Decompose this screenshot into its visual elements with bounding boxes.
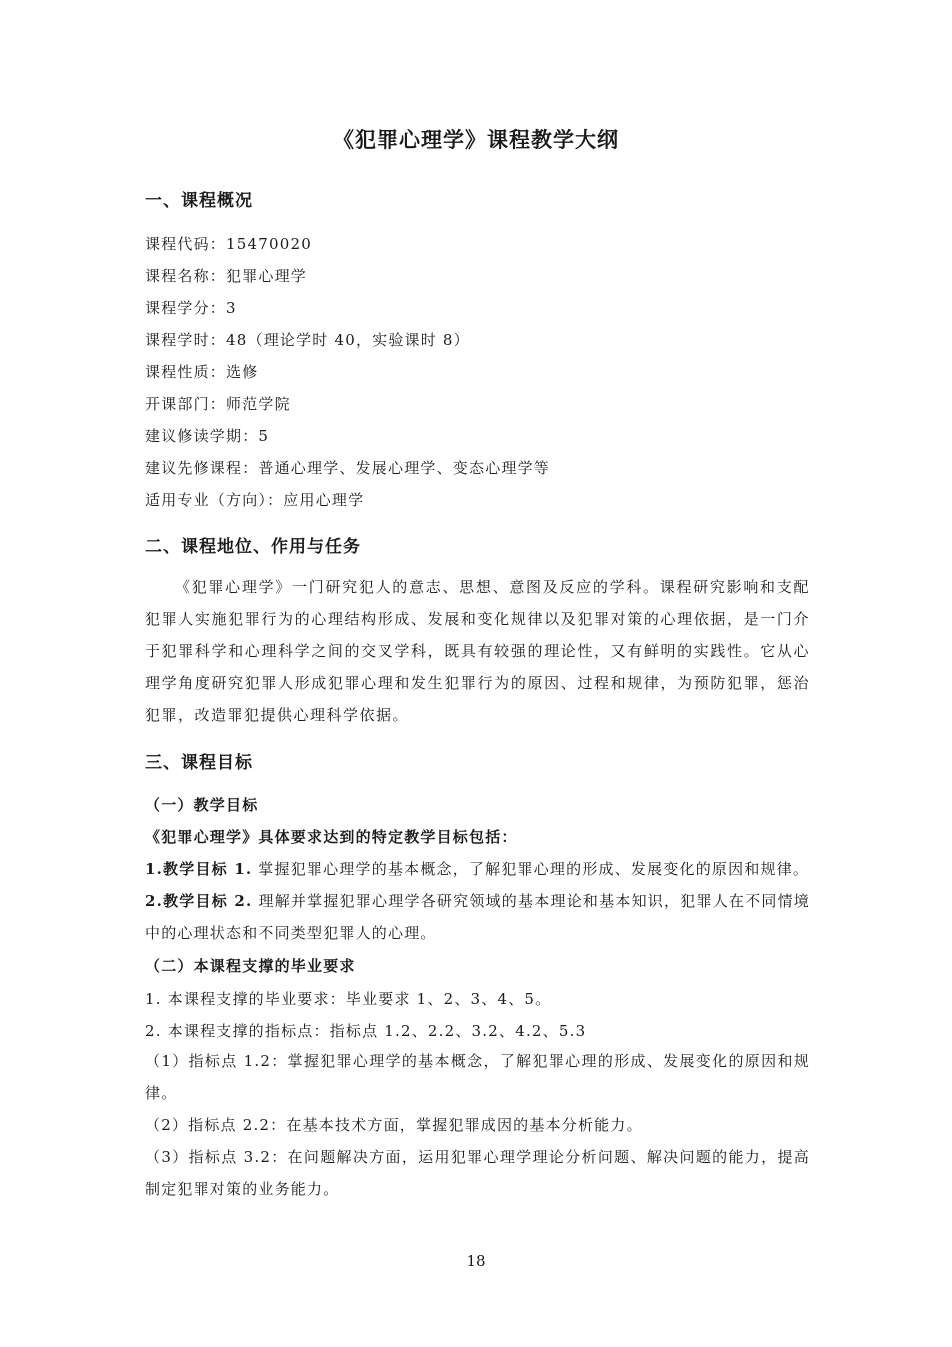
goal-1-label: 1.教学目标 1. — [145, 860, 253, 878]
role-paragraph: 《犯罪心理学》一门研究犯人的意志、思想、意图及反应的学科。课程研究影响和支配犯罪人实施犯罪行为的心理结构形成、发展和变化规律以及犯罪对策的心理依据，是一门介于犯罪科学和心理科学之间的交叉学科，既具有较强的理论性，又有鲜明的实践性。它从心理学角度研究犯罪人形成犯罪心理和发生犯罪行为的原因、过程和规律，为预防犯罪，惩治犯罪，改造罪犯提供心理科学依据。 — [145, 578, 810, 724]
indicator-point-1-2: （1）指标点 1.2：掌握犯罪心理学的基本概念，了解犯罪心理的形成、发展变化的原因和规律。 — [145, 1052, 810, 1102]
page-number: 18 — [466, 1252, 486, 1270]
course-hours-line: 课程学时：48（理论学时 40，实验课时 8） — [145, 331, 470, 349]
goal-2-label: 2.教学目标 2. — [145, 892, 253, 910]
indicator-points-item: 2. 本课程支撑的指标点：指标点 1.2、2.2、3.2、4.2、5.3 — [145, 1022, 587, 1040]
course-name-line: 课程名称：犯罪心理学 — [145, 267, 308, 285]
goal-2-text: 理解并掌握犯罪心理学各研究领域的基本理论和基本知识，犯罪人在不同情境中的心理状态和不同类型犯罪人的心理。 — [145, 892, 810, 942]
goals-intro: 《犯罪心理学》具体要求达到的特定教学目标包括： — [145, 828, 518, 846]
page-title: 《犯罪心理学》课程教学大纲 — [333, 127, 619, 152]
department-line: 开课部门：师范学院 — [145, 395, 291, 413]
subsection-heading-teaching-goals: （一）教学目标 — [145, 796, 259, 814]
section-heading-goals: 三、课程目标 — [145, 753, 253, 773]
major-line: 适用专业（方向）：应用心理学 — [145, 491, 365, 509]
course-nature-line: 课程性质：选修 — [145, 363, 259, 381]
semester-line: 建议修读学期：5 — [145, 427, 270, 445]
prerequisite-line: 建议先修课程：普通心理学、发展心理学、变态心理学等 — [145, 459, 551, 477]
course-credit-line: 课程学分：3 — [145, 299, 237, 317]
goal-1 — [145, 853, 810, 885]
indicator-point-2-2: （2）指标点 2.2：在基本技术方面，掌握犯罪成因的基本分析能力。 — [145, 1116, 643, 1134]
subsection-heading-graduation: （二）本课程支撑的毕业要求 — [145, 957, 356, 975]
graduation-requirements-item: 1. 本课程支撑的毕业要求：毕业要求 1、2、3、4、5。 — [145, 990, 552, 1008]
course-code-line: 课程代码：15470020 — [145, 235, 312, 253]
indicator-point-3-2: （3）指标点 3.2：在问题解决方面，运用犯罪心理学理论分析问题、解决问题的能力，提高制定犯罪对策的业务能力。 — [145, 1148, 810, 1198]
goal-2 — [145, 885, 810, 949]
section-heading-overview: 一、课程概况 — [145, 191, 253, 211]
goal-1-text: 掌握犯罪心理学的基本概念，了解犯罪心理的形成、发展变化的原因和规律。 — [252, 860, 810, 878]
section-heading-role: 二、课程地位、作用与任务 — [145, 537, 361, 557]
